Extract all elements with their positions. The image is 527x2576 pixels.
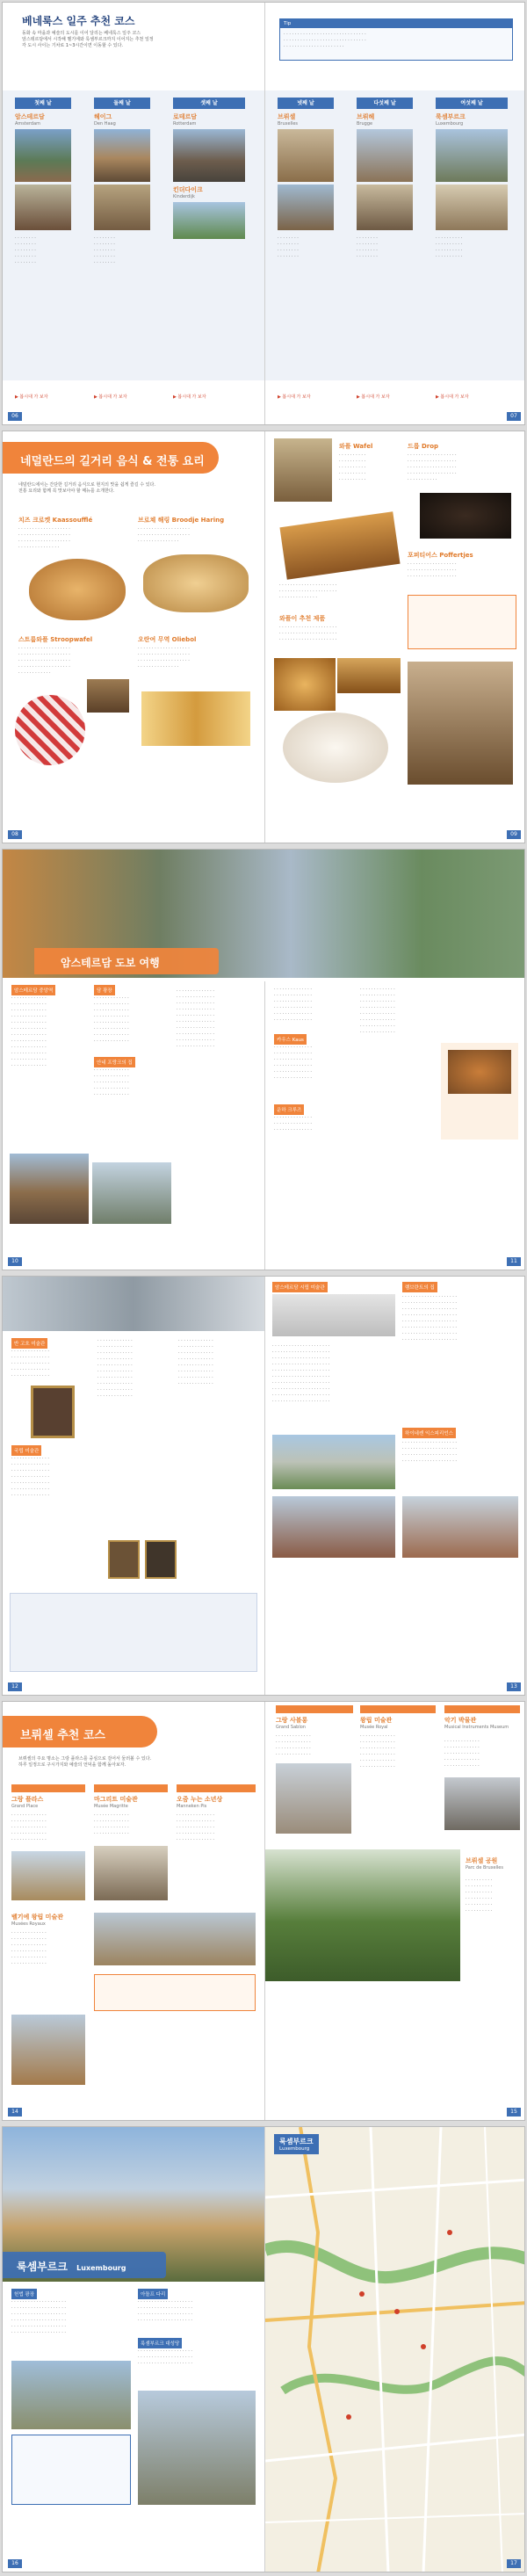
day-label: 여섯째 날 [436,98,508,109]
section-heading: 카우스 Kaus [274,1034,307,1045]
spot-photo [11,2015,85,2085]
spot-name-en: Musée Royal [360,1725,388,1730]
food-photo [143,554,249,612]
tip-box [408,595,516,649]
city-photo [357,185,413,230]
museum-photo [3,1277,264,1331]
city-photo [11,2361,131,2429]
food-title: 오란여 무역 Oliebol [138,636,197,643]
city-photo [173,202,245,239]
section-heading: 렘브란트의 집 [402,1282,437,1292]
spot-name: 브뤼셀 공원 [466,1857,498,1864]
city-photo [138,2391,256,2505]
food-title: 포퍼티어스 Poffertjes [408,552,473,559]
page-07 [264,3,525,424]
spot-name: 그랑 사블롱 [276,1717,308,1724]
city-map[interactable] [265,2127,525,2572]
page-08: 네덜란드의 길거리 음식 & 전통 요리 네덜란드에서는 간단한 길거리 음식으로 현지의 맛을 쉽게 즐길 수 있다. 전통 요리와 함께 꼭 맛보아야 할 메뉴를 소개한다. 치즈 크로켓 Kaassoufflé · · · · · · · · · · · · · · · · · · · · · · · · · · · · · · · · · · · · · · · · · · · · · · · · · · · · · · · · · · · · · · · · · · · · · · · · 브로쳬 해링 Broodje Haring · · · · · · · · · · · · · · · · · · · · · · · · · · · · · · · · · · · · · · · · · · · · · · · · · · · · · 스트룹와플 Stroopwafel · · · · · · · · · · · · · · · · · · · · · · · · · · · · · · · · · · · · · · · · · · · · · · · · · · · · · · · · · · · · · · · · · · · · · · · · · · · · · · · · · · · · · · · · 오란여 무역 Oliebol · · · · · · · · · · · · · · · · · · · · · · · · · · · · · · · · · · · · · · · · · · · · · · · · · · · · · · · · · · · · · · · · · · · · · · · · 08 [3,431,264,843]
day-label: 첫째 날 [15,98,71,109]
spot-photo [94,1913,256,1965]
page-number: 06 [8,412,22,421]
painting [108,1540,140,1579]
map-title-box [274,2134,319,2154]
page-15: 그랑 사블롱 Grand Sablon · · · · · · · · · · · · · · · · · · · · · · · · · · · · · · · · · · · · · · · · · · · · · · · · · · · · 왕립 미술관 Musée Royal · · · · · · · · · · · · · · · · · · · · · · · · · · · · · · · · · · · · · · · · · · · · · · · · · · · · · · · · · · · · · · · · · · · · · · · · · · · · · · 악기 박물관 Musical Instruments Museum · · · · · · · · · · · · · · · · · · · · · · · · · · · · · · · · · · · · · · · · · · · · · · · · · · · · · · · · · · · · · · · · · 브뤼셀 공원 Parc de Bruxelles · · · · · · · · · · · · · · · · · · · · · · · · · · · · · · · · · · · · · · · · · · · · · · · · · · · · · · · · · · · · 15 [264,1702,525,2120]
city-photo [15,129,71,182]
section-heading: 안네 프랑크의 집 [94,1057,135,1067]
spot-name: 그랑 플라스 [11,1796,44,1803]
page-17 [264,2127,525,2572]
spot-list: · · · · · · · · · · · · · · · · · · · · · · · · · · · · · · · · · · · · · · · · [94,235,115,265]
food-title: 드롭 Drop [408,443,439,450]
square-photo [272,1435,395,1489]
spot-list: · · · · · · · · · · · · · · · · · · · · · · · · · · · · · · · · · · · · · · · · [436,235,463,259]
spot-name-en: Musées Royaux [11,1921,46,1927]
page-link[interactable]: ▶ 봅시대 가 보자 [278,394,311,400]
page-link[interactable]: ▶ 봅시대 가 보자 [94,394,127,400]
food-title: 브로쳬 해링 Broodje Haring [138,517,225,524]
city-photo [278,185,334,230]
spot-name-en: Grand Place [11,1804,39,1809]
spread-3 [2,849,525,1270]
city-name: 로테르담 [173,113,198,120]
route-bar [276,1705,353,1713]
museum-photo [272,1294,395,1336]
course-column [436,98,508,400]
spot-name-en: Parc de Bruxelles [466,1865,503,1870]
info-box [11,2435,131,2505]
city-name: 킨더다이크 [173,186,203,193]
page-title: 베네룩스 일주 추천 코스 [22,15,135,27]
course-column [173,98,245,400]
page-number: 07 [507,412,521,421]
city-photo [15,185,71,230]
food-photo [337,658,401,693]
spot-list: · · · · · · · · · · · · · · · · · · · · · · · · · · · · · · · · [278,235,299,259]
page-number: 10 [8,1257,22,1266]
page-link[interactable]: ▶ 봅시대 가 보자 [436,394,469,400]
page-number: 08 [8,830,22,839]
spot-name: 악기 박물관 [444,1717,477,1724]
page-13: 암스테르담 시립 미술관 · · · · · · · · · · · · · · · · · · · · · · · · · · · · · · · · · · · · · · · · · · · · · · · · · · · · · · · · · · · · · · · · · · · · · · · · · · · · · · · · · · · · · · · · · · · · · · · · · · · · · · · · · · · · · · · · · · · · · · · · · · · · · · · · · · · · · · · · · · · · · · · · · · · · · · · · · · · · · · · · · · · · · · · · · · · · · · · · · · · · · · · · · · · · · · · · · · · · · · · · · · · · · · · · · · 렘브란트의 집 · · · · · · · · · · · · · · · · · · · · · · · · · · · · · · · · · · · · · · · · · · · · · · · · · · · · · · · · · · · · · · · · · · · · · · · · · · · · · · · · · · · · · · · · · · · · · · · · · · · · · · · · · · · · · · · · · · · · · · · · · · · · · · · · · · · · · · · · · · · · · · · · · · · · · · · · · · · · · · · · 하이네켄 익스피리언스 · · · · · · · · · · · · · · · · · · · · · · · · · · · · · · · · · · · · · · · · · · · · · · · · · · · · · · · · · · · · · · · · · · · · · · · · · · · · · · · · 13 [264,1277,525,1695]
spot-name-en: Musical Instruments Museum [444,1725,509,1730]
food-photo [87,679,129,713]
banner-title-en: Luxembourg [76,2264,126,2272]
spot-photo [444,1777,520,1830]
info-box [94,1974,256,2011]
page-link[interactable]: ▶ 봅시대 가 보자 [357,394,390,400]
spread-2 [2,431,525,843]
spread-5 [2,1701,525,2121]
spot-list: · · · · · · · · · · · · · · · · · · · · · · · · · · · · · · · · · · · · · · · · [15,235,36,265]
spot-name: 왕립 미술관 [360,1717,393,1724]
page-link[interactable]: ▶ 봅시대 가 보자 [15,394,48,400]
day-label: 넷째 날 [278,98,334,109]
street-photo [402,1496,518,1558]
city-name-en: Bruxelles [278,121,298,127]
city-photo [94,129,150,182]
city-name-en: Rotterdam [173,121,197,127]
map-title-en: Luxembourg [279,2146,310,2152]
page-10: 암스테르담 중앙역 · · · · · · · · · · · · · · · · · · · · · · · · · · · · · · · · · · · · · · · · · · · · · · · · · · · · · · · · · · · · · · · · · · · · · · · · · · · · · · · · · · · · · · · · · · · · · · · · · · · · · · · · · · · · · · · · · · · · · · · · · · · · · · · · · · · · · · · · · · · · · · · · · · · · · · · · · · · · 담 광장 · · · · · · · · · · · · · · · · · · · · · · · · · · · · · · · · · · · · · · · · · · · · · · · · · · · · · · · · · · · · · · · · · · · · · · · · · · · · · · · · · · · · · · · · · · · · · · · · · · · · · · · · 안네 프랑크의 집 · · · · · · · · · · · · · · · · · · · · · · · · · · · · · · · · · · · · · · · · · · · · · · · · · · · · · · · · · · · · · · · · · · · · · · · · · · · · · · · · · · · · · · · · · · · · · · · · · · · · · · · · · · · · · · · · · · · · · · · · · · · · · · · · · · · · · · · · · · · · · · · · · · · · · · · · · · · · · · · · · · · · · · · · · · · · · · · · · · · · · · · · · · · · · · · · · · · · · · · · · · · · · 10 [3,981,264,1270]
spot-list: · · · · · · · · · · · · · · · · · · · · · · · · · · · · · · · · [357,235,378,259]
tip-box: Tip · · · · · · · · · · · · · · · · · · · · · · · · · · · · · · · · · · · · · · · · · · · · · · · · · · · · · · · · · · · · · · · · · · · · · · · · · · · · · · · · · · [279,18,513,61]
park-photo [265,1849,460,1981]
street-photo [10,1154,89,1224]
city-name-en: Kinderdijk [173,194,195,199]
street-photo [92,1162,171,1224]
route-bar [360,1705,436,1713]
spot-name: 오줌 누는 소년상 [177,1796,223,1803]
route-bar [94,1784,168,1792]
page-11: · · · · · · · · · · · · · · · · · · · · · · · · · · · · · · · · · · · · · · · · · · · · · · · · · · · · · · · · · · · · · · · · · · · · · · · · · · · · · · · · · · · · 카우스 Kaus · · · · · · · · · · · · · · · · · · · · · · · · · · · · · · · · · · · · · · · · · · · · · · · · · · · · · · · · · · · · · · · · · · · · · · · · · · · · · · · · · · · · 운하 크루즈 · · · · · · · · · · · · · · · · · · · · · · · · · · · · · · · · · · · · · · · · · · · · · · · · · · · · · · · · · · · · · · · · · · · · · · · · · · · · · · · · · · · · · · · · · · · · · · · · · · · · · · · · · · · · · · · · · · · · · · · · · · · · · · · · · · · · · · · · · · · · · · · · · · 11 [264,981,525,1270]
course-column [15,98,71,400]
painting [145,1540,177,1579]
food-title: 스트룹와플 Stroopwafel [18,636,93,643]
route-bar [11,1784,85,1792]
section-heading: 암스테르담 시립 미술관 [272,1282,328,1292]
cheese-photo [448,1050,511,1094]
painting [31,1386,75,1438]
info-box [10,1593,257,1672]
intro-text: 네덜란드에서는 간단한 길거리 음식으로 현지의 맛을 쉽게 즐길 수 있다. 전통 요리와 함께 꼭 맛보아야 할 메뉴를 소개한다. [18,482,155,494]
food-photo [283,713,388,783]
page-number: 12 [8,1682,22,1691]
section-heading: 반 고흐 미술관 [11,1338,47,1349]
page-number: 15 [507,2108,521,2117]
spot-name: 마그리트 미술관 [94,1796,138,1803]
section-heading: 룩셈부르크 대성당 [138,2338,182,2348]
section-heading: 헌법 광장 [11,2289,37,2299]
map-title: 룩셈부르크 [279,2138,314,2145]
page-number: 11 [507,1257,521,1266]
intro-text: 브뤼셀의 주요 명소는 그랑 플라스를 중심으로 걸어서 둘러볼 수 있다. 하루 일정으로 구시가지와 예술의 언덕을 함께 돌아보자. [18,1756,152,1768]
day-label: 다섯째 날 [357,98,413,109]
banner-title: 룩셈부르크 [17,2261,68,2273]
city-name-en: Amsterdam [15,121,41,127]
section-heading: 국립 미술관 [11,1445,41,1456]
page-12: 반 고흐 미술관 · · · · · · · · · · · · · · · · · · · · · · · · · · · · · · · · · · · · · · · · · · · · · · · · · · · · · · · · · · · · · · · · · · · · · · 국립 미술관 · · · · · · · · · · · · · · · · · · · · · · · · · · · · · · · · · · · · · · · · · · · · · · · · · · · · · · · · · · · · · · · · · · · · · · · · · · · · · · · · · · · · · · · · · · · · · · · · · · · · · · · · · · · · · · · · · · · · · · · · · · · · · · · · · · · · · · · · · · · · · · · · · · · · · · · · · · · · · · · · · · · · · · · · · · · · · · · · · · · · · · · · · · · · · · · · · · · · · · · · · · · · · · · · · · · · · · · · · · · · · · · · · · · · · · · · · · · · · · · · · · · · · · · · · · · · · · · · · · · · · · · · · · · · · · · · · · · · · · · · · · · · · · · · · · · · · · · · · · · · · · · · · · · · · · · · · · · · · · · · · · · · · · · · · · · · 12 [3,1277,264,1695]
spot-name-en: Musée Magritte [94,1804,128,1809]
shop-photo [408,662,513,785]
course-column [278,98,334,400]
page-link[interactable]: ▶ 봅시대 가 보자 [173,394,206,400]
food-photo [274,658,336,711]
day-label: 둘째 날 [94,98,150,109]
food-title: 와플이 추천 제품 [279,615,326,622]
course-column [357,98,413,400]
page-number: 14 [8,2108,22,2117]
page-title: 브뤼셀 추천 코스 [3,1716,157,1747]
city-name: 브뤼셀 [278,113,296,120]
food-photo [279,511,400,580]
intro-text: 동화 속 마을과 예술의 도시를 이어 달리는 베네룩스 일주 코스 암스테르담에서 시작해 벨기에와 룩셈부르크까지 이어지는 추천 일정 각 도시 사이는 기차로 1~3시간이면 이동할 수 있다. [22,31,154,48]
city-photo [278,129,334,182]
food-title: 와플 Wafel [339,443,373,450]
food-title: 치즈 크로켓 Kaassoufflé [18,517,93,524]
page-number: 09 [507,830,521,839]
city-name: 암스테르담 [15,113,45,120]
tip-label: Tip [280,19,512,28]
page-14: 브뤼셀 추천 코스 브뤼셀의 주요 명소는 그랑 플라스를 중심으로 걸어서 둘러볼 수 있다. 하루 일정으로 구시가지와 예술의 언덕을 함께 돌아보자. 그랑 플라스 Grand Place · · · · · · · · · · · · · · · · · · · · · · · · · · · · · · · · · · · · · · · · · · · · · · · · · · · · · · · · · · · · · · · · · 마그리트 미술관 Musée Magritte · · · · · · · · · · · · · · · · · · · · · · · · · · · · · · · · · · · · · · · · · · · · · · · · · · · · 오줌 누는 소년상 Manneken Pis · · · · · · · · · · · · · · · · · · · · · · · · · · · · · · · · · · · · · · · · · · · · · · · · · · · · · · · · · · · · · · · · · · · · · · 벨기에 왕립 미술관 Musées Royaux · · · · · · · · · · · · · · · · · · · · · · · · · · · · · · · · · · · · · · · · · · · · · · · · · · · · · · · · · · · · · · · · · · · · · · · · · · · · · · 14 [3,1702,264,2120]
section-heading: 운하 크루즈 [274,1104,304,1115]
city-photo [173,129,245,182]
page-16: 룩셈부르크 Luxembourg 헌법 광장 · · · · · · · · · · · · · · · · · · · · · · · · · · · · · · · · · · · · · · · · · · · · · · · · · · · · · · · · · · · · · · · · · · · · · · · · · · · · · · · · · · · · · · · · · · · · · · · · · · · · · · · · · · · · · · · · · · · · · · · · 아돌프 다리 · · · · · · · · · · · · · · · · · · · · · · · · · · · · · · · · · · · · · · · · · · · · · · · · · · · · · · · · · · · · · · · · · · · · · · · · · · · · · · · · 룩셈부르크 대성당 · · · · · · · · · · · · · · · · · · · · · · · · · · · · · · · · · · · · · · · · · · · · · · · · · · · · · · · · · · · · 16 [3,2127,264,2572]
route-bar [177,1784,256,1792]
spot-name-en: Manneken Pis [177,1804,207,1809]
spot-photo [94,1846,168,1900]
spread-1 [2,2,525,425]
food-photo [420,493,511,539]
course-column [94,98,150,400]
page-number: 17 [507,2559,521,2568]
spread-6 [2,2126,525,2572]
city-name-en: Luxembourg [436,121,464,127]
day-label: 셋째 날 [173,98,245,109]
city-photo [357,129,413,182]
page-06 [3,3,264,424]
page-title: 네덜란드의 길거리 음식 & 전통 요리 [3,442,219,474]
city-photo [436,129,508,182]
spread-4 [2,1276,525,1696]
city-name: 헤이그 [94,113,112,120]
section-banner: 암스테르담 도보 여행 [34,948,219,974]
page-number: 16 [8,2559,22,2568]
section-heading: 아돌프 다리 [138,2289,168,2299]
spot-photo [276,1763,351,1834]
city-name-en: Brugge [357,121,373,127]
spot-photo [11,1851,85,1900]
street-photo [274,438,332,502]
food-photo [15,695,85,765]
section-heading: 하이네켄 익스피리언스 [402,1428,456,1438]
section-heading: 암스테르담 중앙역 [11,985,55,995]
street-photo [272,1496,395,1558]
city-photo [436,185,508,230]
city-name: 브뤼헤 [357,113,375,120]
page-number: 13 [507,1682,521,1691]
spot-name: 벨기에 왕립 미술관 [11,1914,63,1921]
city-photo [94,185,150,230]
section-heading: 담 광장 [94,985,115,995]
food-photo [141,691,250,746]
spot-name-en: Grand Sablon [276,1725,306,1730]
route-bar [444,1705,520,1713]
page-09: 와플 Wafel · · · · · · · · · · · · · · · · · · · · · · · · · · · · · · · · · · · · · · · · · · · · · · · · · · · · · · · · · · · · · · · · · · · · · · · · · · · · · · · · · · · · · · · · · · · · · · · · · · · · · · · · · · 드롭 Drop · · · · · · · · · · · · · · · · · · · · · · · · · · · · · · · · · · · · · · · · · · · · · · · · · · · · · · · · · · · · · · · · · · · · · · · · · · · · · · · · · · · 포퍼티어스 Poffertjes · · · · · · · · · · · · · · · · · · · · · · · · · · · · · · · · · · · · · · · · · · · · · · · · · · · · · · 와플이 추천 제품 · · · · · · · · · · · · · · · · · · · · · · · · · · · · · · · · · · · · · · · · · · · · · · · · · · · · · · · · · · · · · · · 09 [264,431,525,843]
city-name: 룩셈부르크 [436,113,466,120]
city-name-en: Den Haag [94,121,116,127]
food-photo [29,559,126,620]
section-banner [3,2252,166,2278]
